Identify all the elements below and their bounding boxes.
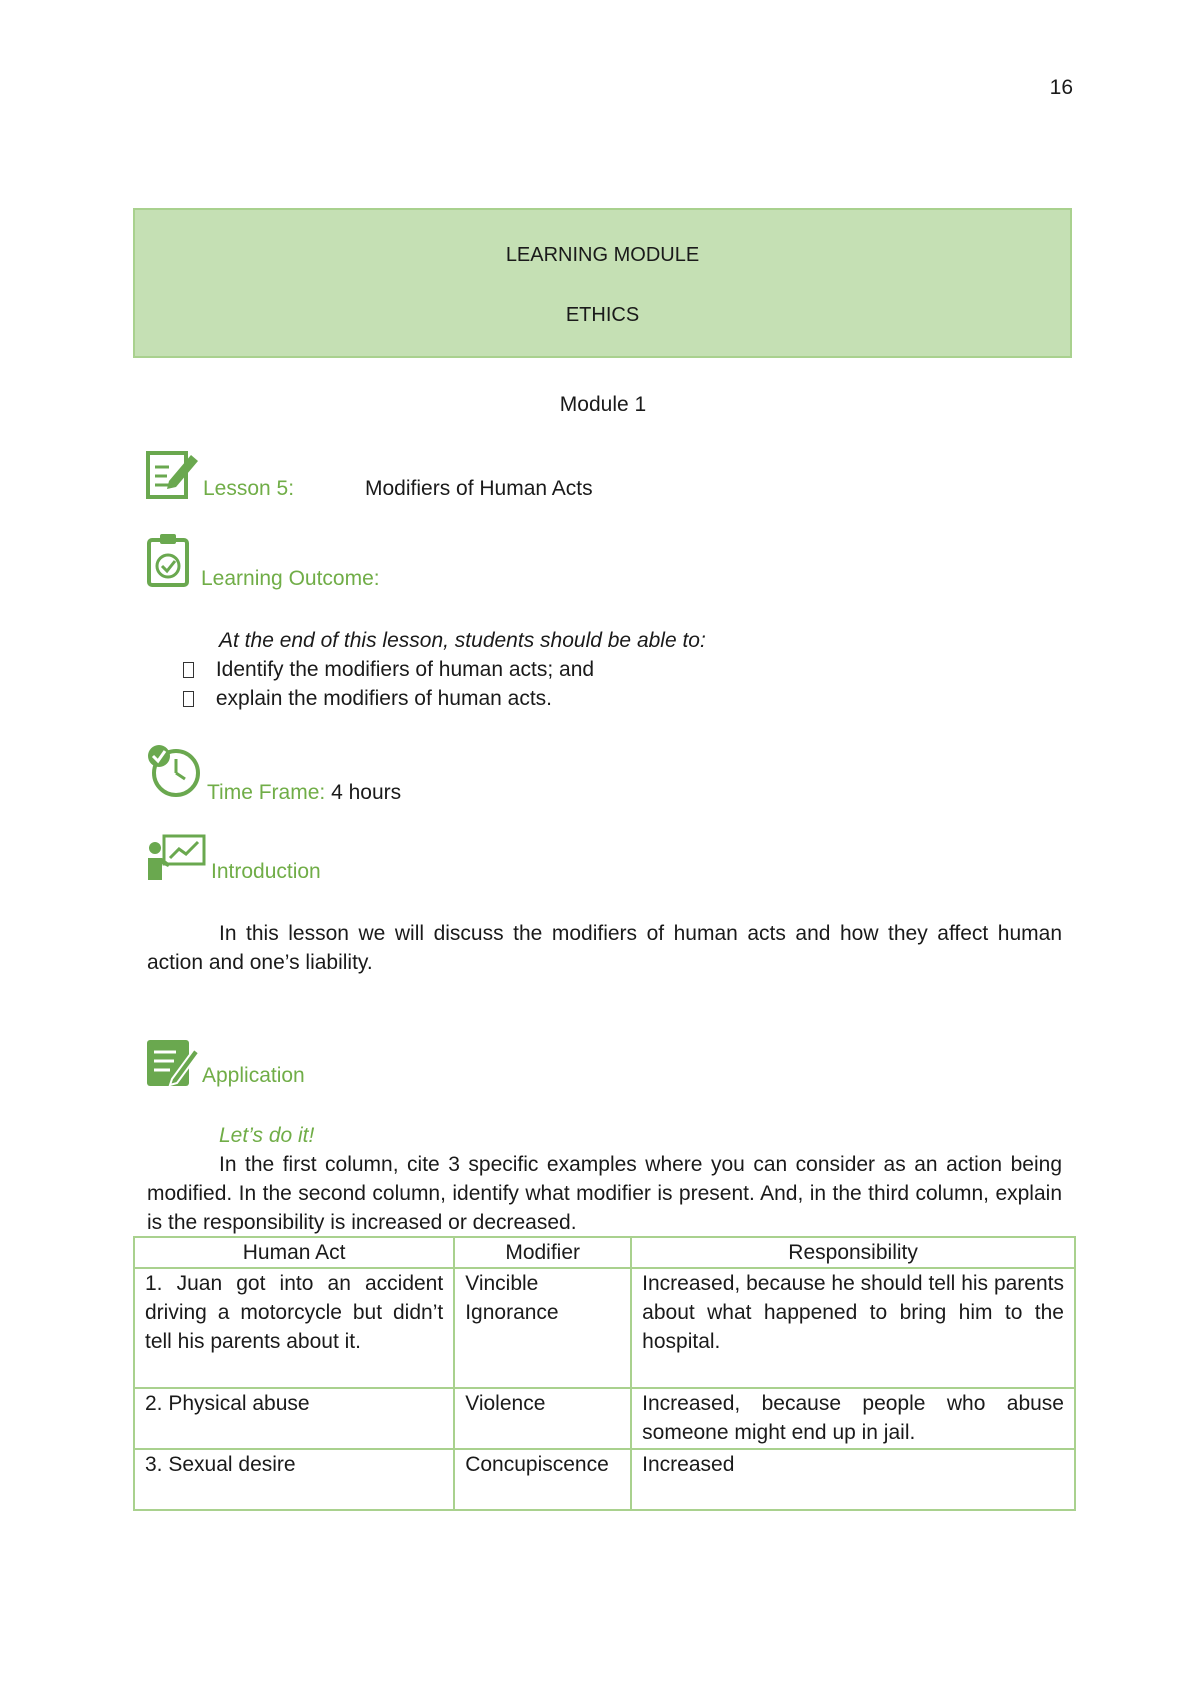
learning-outcome-intro: At the end of this lesson, students should be able to: — [219, 629, 706, 652]
header-title: LEARNING MODULE — [505, 244, 700, 266]
table-cell: 1. Juan got into an accident driving a motorcycle but didn’t tell his parents about it. — [134, 1268, 454, 1388]
module-header-box — [133, 208, 1072, 358]
bullet-icon — [183, 662, 194, 678]
column-header-modifier: Modifier — [454, 1237, 631, 1268]
table-cell: Increased, because he should tell his parents about what happened to bring him to the hospital. — [631, 1268, 1075, 1388]
table-cell: 2. Physical abuse — [134, 1388, 454, 1449]
time-frame-label: Time Frame: — [207, 781, 326, 804]
table-cell: Concupiscence — [454, 1449, 631, 1510]
introduction-label: Introduction — [211, 860, 321, 883]
clipboard-check-icon — [146, 532, 190, 588]
table-cell: Vincible Ignorance — [454, 1268, 631, 1388]
clock-check-icon — [145, 742, 203, 800]
bullet-icon — [183, 691, 194, 707]
table-cell: Increased, because people who abuse someone might end up in jail. — [631, 1388, 1075, 1449]
lesson-title: Modifiers of Human Acts — [365, 477, 593, 500]
page-number: 16 — [1049, 76, 1073, 99]
outcome-item-1-text: Identify the modifiers of human acts; and — [215, 658, 595, 681]
introduction-text: In this lesson we will discuss the modifiers of human acts and how they affect human action and one’s liability. — [147, 922, 1062, 974]
table-row — [134, 1388, 1075, 1449]
outcome-item-1 — [183, 655, 594, 684]
time-frame-value: 4 hours — [331, 781, 402, 804]
application-label: Application — [202, 1064, 305, 1087]
time-frame-row — [207, 778, 401, 807]
application-subtitle: Let’s do it! — [219, 1124, 315, 1147]
table-cell: Increased — [631, 1449, 1075, 1510]
document-edit-icon — [145, 447, 201, 501]
table-cell: 3. Sexual desire — [134, 1449, 454, 1510]
application-table — [133, 1236, 1076, 1511]
learning-outcome-label: Learning Outcome: — [201, 567, 380, 590]
presenter-board-icon — [146, 834, 208, 884]
checklist-pen-icon — [146, 1037, 200, 1089]
table-header-row — [134, 1237, 1075, 1268]
header-subject: ETHICS — [565, 304, 640, 326]
table-row — [134, 1268, 1075, 1388]
module-title: Module 1 — [559, 393, 647, 416]
column-header-responsibility: Responsibility — [631, 1237, 1075, 1268]
outcome-item-2 — [183, 684, 552, 713]
lesson-label: Lesson 5: — [203, 477, 295, 500]
column-header-human-act: Human Act — [134, 1237, 454, 1268]
table-cell: Violence — [454, 1388, 631, 1449]
application-instructions: In the first column, cite 3 specific examples where you can consider as an action being modified. In the second column, identify what modifier is present. And, in the third column, explain is the responsibility is increased or decreased. — [147, 1153, 1062, 1234]
outcome-item-2-text: explain the modifiers of human acts. — [215, 687, 553, 710]
table-row — [134, 1449, 1075, 1510]
